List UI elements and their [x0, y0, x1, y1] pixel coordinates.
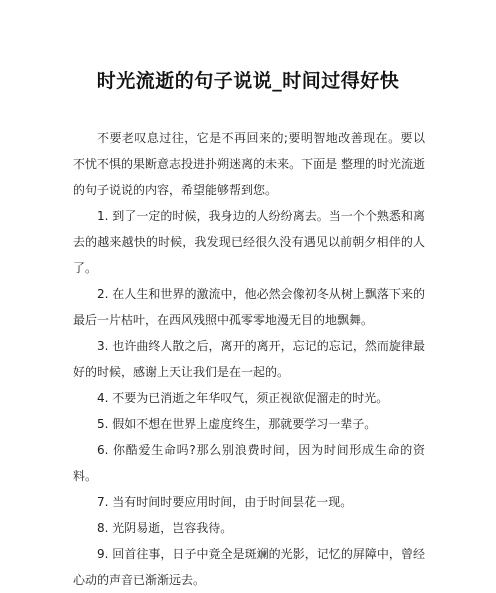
intro-paragraph: 不要老叹息过往，它是不再回来的;要明智地改善现在。要以不忧不惧的果断意志投进扑朔迷离的未来。下面是 整理的时光流逝的句子说说的内容，希望能够帮到您。: [73, 131, 425, 197]
document-body: [73, 125, 425, 593]
list-item: 4. 不要为已消逝之年华叹气，须正视欲促溜走的时光。: [97, 391, 389, 405]
list-item: 1. 到了一定的时候，我身边的人纷纷离去。当一个个熟悉和离去的越来越快的时候，我发现已经很久没有遇见以前朝夕相伴的人了。: [73, 209, 425, 275]
document-title: 时光流逝的句子说说_时间过得好快: [96, 70, 400, 92]
list-item: 9. 回首往事，日子中竟全是斑斓的光影，记忆的屏障中，曾经心动的声音已渐渐远去。: [73, 547, 425, 587]
list-item: 3. 也许曲终人散之后，离开的离开，忘记的忘记，然而旋律最好的时候，感谢上天让我们是在一起的。: [73, 339, 425, 379]
list-item: 8. 光阴易逝，岂容我待。: [97, 521, 233, 535]
list-item: 5. 假如不想在世界上虚度终生，那就要学习一辈子。: [97, 417, 377, 431]
list-item: 6. 你酷爱生命吗?那么别浪费时间，因为时间形成生命的资料。: [73, 443, 425, 483]
list-item: 2. 在人生和世界的激流中，他必然会像初冬从树上飘落下来的最后一片枯叶，在西风残照中孤零零地漫无目的地飘舞。: [73, 287, 425, 327]
list-item: 7. 当有时间时要应用时间，由于时间昙花一现。: [97, 495, 353, 509]
